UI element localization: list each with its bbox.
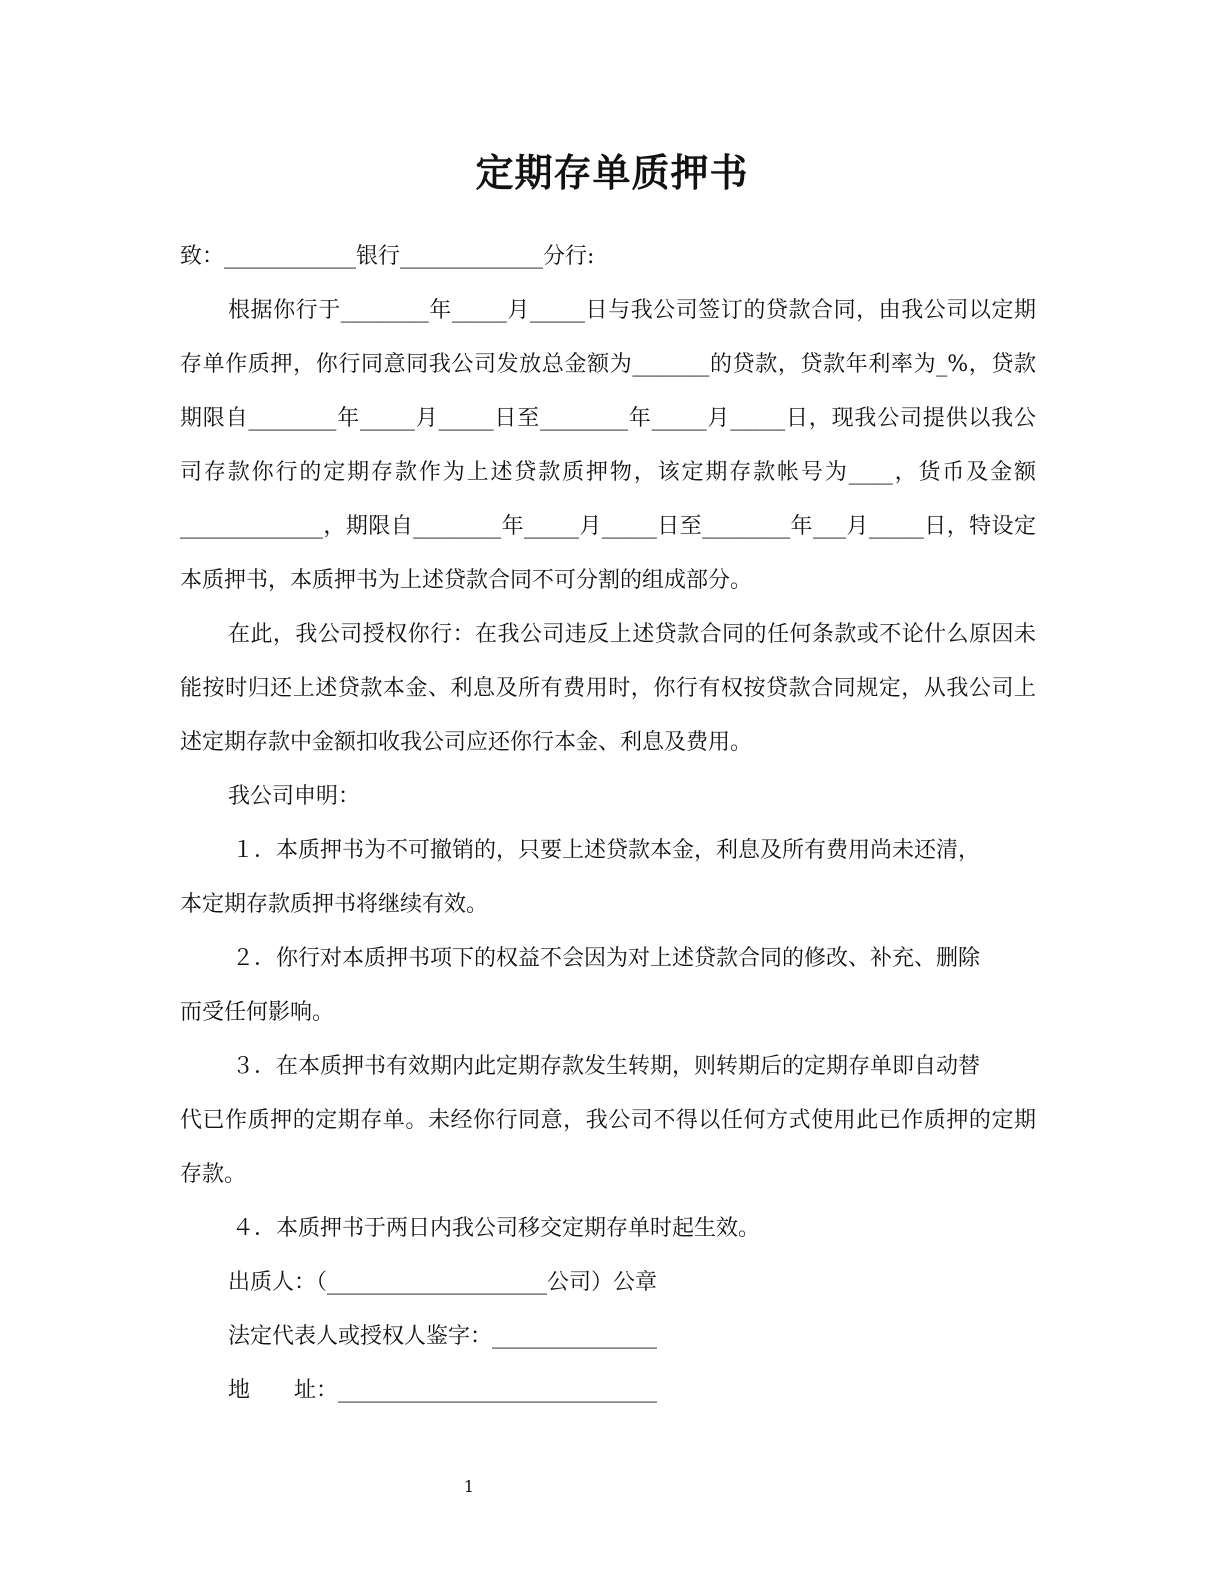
list-item-continuation: 而受任何影响。 xyxy=(180,1000,335,1025)
list-item xyxy=(180,824,1036,932)
page-number: 1 xyxy=(463,1477,475,1496)
document-body xyxy=(180,230,1036,1418)
document-title: 定期存单质押书 xyxy=(475,151,749,195)
list-item-first-line: １．本质押书为不可撤销的，只要上述贷款本金，利息及所有费用尚未还清， xyxy=(232,838,981,863)
list-item-first-line: ４．本质押书于两日内我公司移交定期存单时起生效。 xyxy=(232,1216,761,1241)
list-item xyxy=(180,1040,1036,1202)
list-item xyxy=(180,1202,1036,1256)
list-item-first-line: ３．在本质押书有效期内此定期存款发生转期，则转期后的定期存单即自动替 xyxy=(232,1054,981,1079)
salutation: 致：____________银行_____________分行: xyxy=(180,244,595,269)
paragraph-declaration: 我公司申明： xyxy=(228,784,361,809)
paragraph-authorization: 在此，我公司授权你行：在我公司违反上述贷款合同的任何条款或不论什么原因未能按时归还上述贷款本金、利息及所有费用时，你行有权按贷款合同规定，从我公司上述定期存款中金额扣收我公司应还你行本金、利息及费用。 xyxy=(180,622,1036,755)
list-item-first-line: ２．你行对本质押书项下的权益不会因为对上述贷款合同的修改、补充、删除 xyxy=(232,946,981,971)
signature-address: 地 址：_____________________________ xyxy=(228,1378,658,1403)
list-item-continuation: 本定期存款质押书将继续有效。 xyxy=(180,892,489,917)
list-item xyxy=(180,932,1036,1040)
signature-representative: 法定代表人或授权人鉴字：_______________ xyxy=(228,1324,658,1349)
list-item-continuation: 代已作质押的定期存单。未经你行同意，我公司不得以任何方式使用此已作质押的定期存款。 xyxy=(180,1108,1036,1187)
signature-pledgor: 出质人：（____________________公司）公章 xyxy=(228,1270,658,1295)
paragraph-basis: 根据你行于________年_____月_____日与我公司签订的贷款合同，由我公司以定期存单作质押，你行同意同我公司发放总金额为_______的贷款，贷款年利率为_%，贷款期限自________年_____月_____日至________年_____月_____日，现我公司提供以我公司存款你行的定期存款作为上述贷款质押物，该定期存款帐号为____，货币及金额_____________，期限自________年_____月_____日至________年___月_____日，特设定本质押书，本质押书为上述贷款合同不可分割的组成部分。 xyxy=(180,298,1036,593)
